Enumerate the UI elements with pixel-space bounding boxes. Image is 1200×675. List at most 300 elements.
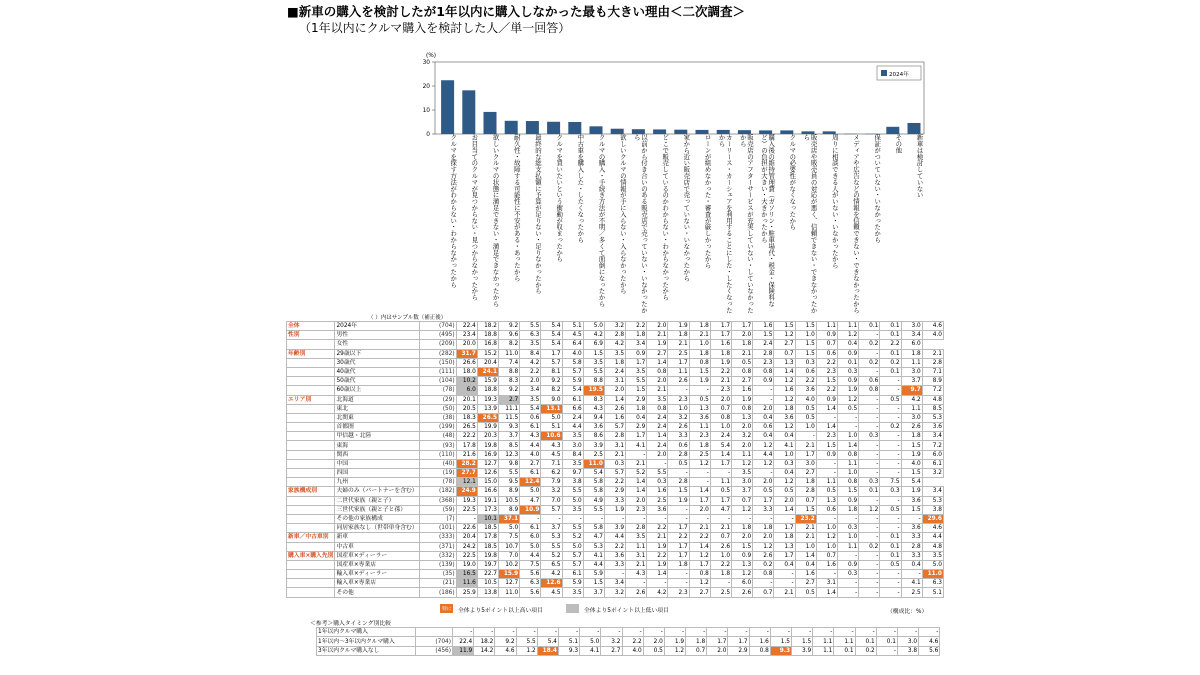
value-cell: 0.7 — [753, 588, 774, 597]
sample-size: (209) — [419, 340, 456, 349]
value-cell: 0.5 — [710, 487, 731, 496]
value-cell: 5.0 — [520, 487, 541, 496]
category-label: ローンが組めなかった・審査が厳しかったから — [703, 134, 712, 269]
value-cell: - — [689, 514, 710, 523]
value-cell: 1.8 — [774, 533, 795, 542]
row-group-label — [287, 579, 335, 588]
value-cell: 2.7 — [647, 349, 668, 358]
category-label: 保証がついていない・いなかったから — [873, 134, 882, 243]
value-cell: 2.5 — [689, 450, 710, 459]
sample-size: (333) — [419, 533, 456, 542]
value-cell: 2.1 — [689, 331, 710, 340]
value-cell: 3.6 — [774, 413, 795, 422]
value-cell: 2.7 — [520, 459, 541, 468]
value-cell: 6.0 — [732, 579, 753, 588]
value-cell: 1.1 — [834, 637, 855, 646]
value-cell: 0.2 — [880, 358, 901, 367]
value-cell: 1.2 — [664, 646, 685, 655]
sample-size: (78) — [419, 386, 456, 395]
value-cell: 6.1 — [562, 570, 583, 579]
row-label: 1年以内〜3年以内クルマ購入 — [317, 637, 416, 646]
category-label: 中古車を購入した・したくなったから — [576, 134, 585, 243]
value-cell: 0.1 — [837, 358, 858, 367]
sample-size: (7) — [419, 514, 456, 523]
value-cell: 5.0 — [580, 637, 601, 646]
value-cell: 2.0 — [774, 496, 795, 505]
value-cell: 7.5 — [880, 478, 901, 487]
value-cell: 6.1 — [520, 469, 541, 478]
value-cell: - — [859, 560, 880, 569]
value-cell: 3.5 — [583, 358, 604, 367]
value-cell: 6.1 — [520, 423, 541, 432]
value-cell: 4.0 — [901, 459, 922, 468]
value-cell: 2.1 — [668, 340, 689, 349]
value-cell: 5.0 — [922, 560, 943, 569]
sample-size: (19) — [419, 469, 456, 478]
value-cell: 0.8 — [837, 450, 858, 459]
value-cell: 2.1 — [922, 349, 943, 358]
value-cell: 0.8 — [732, 404, 753, 413]
value-cell: - — [901, 570, 922, 579]
table-row — [287, 331, 944, 340]
value-cell: 2.3 — [816, 367, 837, 376]
value-cell: 3.5 — [626, 367, 647, 376]
value-cell: - — [622, 628, 643, 637]
value-cell: 20.1 — [456, 395, 477, 404]
value-cell: - — [859, 570, 880, 579]
value-cell: 3.6 — [647, 505, 668, 514]
value-cell: 19.3 — [477, 395, 498, 404]
value-cell: - — [583, 514, 604, 523]
category-label: 購入後の維持管理費（ガソリン・駐車場代・税金・保険料など）の負担が大きい・大きかったから — [759, 134, 776, 307]
value-cell: 4.4 — [520, 551, 541, 560]
table-row — [287, 340, 944, 349]
sample-size: (495) — [419, 331, 456, 340]
value-cell: 25.9 — [456, 588, 477, 597]
value-cell: 0.1 — [859, 322, 880, 331]
value-cell: 14.2 — [474, 646, 495, 655]
value-cell: 2.4 — [753, 340, 774, 349]
sample-size-note: （ ）内はサンプル数（補正後） — [368, 315, 447, 321]
value-cell: 0.5 — [816, 487, 837, 496]
unit-note: （構成比：%） — [887, 609, 928, 615]
value-cell: 17.8 — [477, 533, 498, 542]
value-cell: 1.9 — [837, 386, 858, 395]
value-cell: - — [859, 331, 880, 340]
value-cell: 18.2 — [474, 637, 495, 646]
value-cell: - — [880, 570, 901, 579]
value-cell: 1.8 — [753, 524, 774, 533]
value-cell: - — [728, 628, 749, 637]
value-cell: 7.5 — [498, 533, 519, 542]
value-cell: 10.2 — [456, 377, 477, 386]
value-cell: 5.1 — [922, 588, 943, 597]
value-cell: 1.1 — [901, 358, 922, 367]
value-cell: 6.1 — [922, 459, 943, 468]
y-tick-label: 0 — [426, 132, 430, 138]
value-cell: - — [859, 441, 880, 450]
value-cell: 2.1 — [647, 331, 668, 340]
value-cell: - — [710, 514, 731, 523]
value-cell: 1.5 — [816, 441, 837, 450]
value-cell: 0.9 — [732, 551, 753, 560]
value-cell: - — [774, 514, 795, 523]
value-cell: 0.5 — [837, 404, 858, 413]
legend-low-text: 全体より5ポイント以上低い項目 — [584, 608, 669, 614]
value-cell: 2.8 — [604, 432, 625, 441]
value-cell: 0.8 — [859, 386, 880, 395]
value-cell: 16.6 — [477, 487, 498, 496]
value-cell: - — [837, 423, 858, 432]
table-row — [287, 413, 944, 422]
value-cell: 0.3 — [774, 459, 795, 468]
value-cell: 3.8 — [897, 646, 918, 655]
value-cell: 1.1 — [813, 646, 834, 655]
value-cell: 7.2 — [922, 441, 943, 450]
value-cell: 0.5 — [795, 588, 816, 597]
value-cell: 0.5 — [880, 505, 901, 514]
value-cell: 2.6 — [732, 588, 753, 597]
value-cell: 4.1 — [583, 551, 604, 560]
value-cell: - — [880, 441, 901, 450]
value-cell: - — [795, 432, 816, 441]
value-cell: 2.5 — [668, 349, 689, 358]
value-cell: 5.7 — [541, 505, 562, 514]
value-cell: 5.4 — [541, 340, 562, 349]
value-cell: 2.4 — [562, 413, 583, 422]
value-cell: - — [859, 395, 880, 404]
category-label: クルマを探す方法がわからない・わからなかったから — [449, 134, 458, 288]
value-cell: 22.5 — [456, 551, 477, 560]
value-cell: - — [816, 459, 837, 468]
value-cell: 1.2 — [774, 331, 795, 340]
value-cell: 5.7 — [562, 560, 583, 569]
category-label: カーリース・カーシェアを利用することにした・したくなったから — [717, 134, 733, 314]
row-group-label — [287, 441, 335, 450]
value-cell: 11.0 — [498, 588, 519, 597]
value-cell: 29.6 — [922, 514, 943, 523]
value-cell: 2.2 — [647, 524, 668, 533]
value-cell: 17.3 — [477, 505, 498, 514]
value-cell: 4.0 — [795, 395, 816, 404]
value-cell: 1.1 — [689, 423, 710, 432]
value-cell: - — [456, 514, 477, 523]
value-cell: 1.6 — [774, 386, 795, 395]
value-cell: 2.5 — [583, 450, 604, 459]
value-cell: 3.9 — [604, 524, 625, 533]
value-cell: 26.5 — [477, 413, 498, 422]
value-cell: 22.4 — [456, 322, 477, 331]
value-cell: 2.8 — [626, 524, 647, 533]
row-label: 東海 — [335, 441, 419, 450]
value-cell: 0.1 — [880, 322, 901, 331]
table-row — [287, 386, 944, 395]
value-cell: 1.2 — [689, 551, 710, 560]
value-cell: 3.2 — [922, 469, 943, 478]
value-cell: - — [647, 459, 668, 468]
value-cell: 20.3 — [477, 432, 498, 441]
value-cell: 1.1 — [813, 637, 834, 646]
value-cell: 4.6 — [919, 637, 940, 646]
value-cell: - — [901, 514, 922, 523]
value-cell: 4.5 — [541, 450, 562, 459]
value-cell: 3.8 — [562, 478, 583, 487]
value-cell: - — [859, 349, 880, 358]
value-cell: 9.3 — [498, 423, 519, 432]
value-cell: 10.5 — [477, 579, 498, 588]
row-group-label — [287, 413, 335, 422]
value-cell: 0.5 — [774, 487, 795, 496]
value-cell: 7.1 — [541, 459, 562, 468]
value-cell: 1.7 — [710, 459, 731, 468]
value-cell: 0.8 — [732, 367, 753, 376]
value-cell: 3.5 — [604, 349, 625, 358]
value-cell: 4.4 — [922, 533, 943, 542]
category-label: 最終的な総支払額に予算が足りない・足りなかったから — [533, 134, 542, 294]
row-label: その他 — [335, 588, 419, 597]
value-cell: 11.6 — [456, 579, 477, 588]
value-cell: 0.3 — [795, 358, 816, 367]
value-cell: 1.0 — [795, 542, 816, 551]
value-cell: 2.6 — [753, 551, 774, 560]
value-cell: 13.1 — [541, 404, 562, 413]
value-cell: 3.7 — [732, 487, 753, 496]
value-cell: 2.7 — [732, 377, 753, 386]
value-cell: 1.5 — [774, 322, 795, 331]
value-cell: 4.3 — [583, 404, 604, 413]
value-cell: - — [859, 514, 880, 523]
value-cell: 4.2 — [647, 588, 668, 597]
value-cell: 2.7 — [689, 588, 710, 597]
value-cell: 0.6 — [753, 423, 774, 432]
value-cell: 23.4 — [456, 331, 477, 340]
value-cell: 5.9 — [562, 579, 583, 588]
value-cell: 1.4 — [710, 450, 731, 459]
value-cell: 10.7 — [498, 542, 519, 551]
value-cell: 8.9 — [498, 505, 519, 514]
value-cell: 5.6 — [520, 570, 541, 579]
value-cell: - — [749, 628, 770, 637]
value-cell: 0.1 — [855, 637, 876, 646]
value-cell: 3.0 — [901, 367, 922, 376]
value-cell: 1.8 — [795, 478, 816, 487]
value-cell: 5.4 — [901, 478, 922, 487]
value-cell: 1.0 — [795, 423, 816, 432]
value-cell: 0.5 — [668, 459, 689, 468]
row-group-label — [287, 432, 335, 441]
value-cell: 4.1 — [901, 579, 922, 588]
row-group-label: 購入車×購入先別 — [288, 552, 334, 559]
value-cell: - — [859, 367, 880, 376]
value-cell: 2.8 — [753, 349, 774, 358]
value-cell: 0.3 — [859, 478, 880, 487]
legend-low-swatch — [566, 604, 579, 613]
value-cell: 1.0 — [710, 423, 731, 432]
value-cell: - — [859, 423, 880, 432]
row-label: 女性 — [335, 340, 419, 349]
sample-size: (371) — [419, 542, 456, 551]
value-cell: - — [880, 386, 901, 395]
row-group-label — [287, 358, 335, 367]
sample-size: (368) — [419, 496, 456, 505]
value-cell: - — [753, 386, 774, 395]
value-cell: 1.2 — [732, 570, 753, 579]
value-cell: 0.2 — [880, 423, 901, 432]
value-cell: 12.6 — [477, 469, 498, 478]
value-cell: 4.4 — [520, 441, 541, 450]
value-cell: 8.3 — [498, 377, 519, 386]
value-cell: 1.8 — [901, 432, 922, 441]
category-label: クルマを買いたいという衝動が収まったから — [555, 134, 564, 262]
value-cell: - — [562, 514, 583, 523]
value-cell: 2.3 — [753, 358, 774, 367]
table-row — [287, 551, 944, 560]
value-cell: - — [880, 496, 901, 505]
value-cell: - — [647, 579, 668, 588]
y-axis-unit: (%) — [426, 53, 437, 59]
value-cell: 2.2 — [710, 367, 731, 376]
value-cell: 3.2 — [541, 487, 562, 496]
value-cell: 1.4 — [689, 487, 710, 496]
value-cell: 1.1 — [732, 450, 753, 459]
row-label: 60歳以上 — [335, 386, 419, 395]
value-cell: 1.7 — [710, 496, 731, 505]
value-cell: 1.2 — [774, 423, 795, 432]
chart-title: ■新車の購入を検討したが1年以内に購入しなかった最も大きい理由＜二次調査＞ — [287, 4, 746, 19]
value-cell: 2.7 — [795, 579, 816, 588]
row-label: 29歳以下 — [335, 349, 419, 358]
value-cell: 8.8 — [583, 377, 604, 386]
value-cell: - — [626, 579, 647, 588]
row-group-label — [287, 570, 335, 579]
value-cell: 3.5 — [562, 505, 583, 514]
value-cell: - — [837, 588, 858, 597]
value-cell: 3.6 — [901, 496, 922, 505]
value-cell: 0.9 — [837, 560, 858, 569]
value-cell: 10.2 — [498, 560, 519, 569]
value-cell: 19.3 — [456, 496, 477, 505]
value-cell: 22.2 — [456, 432, 477, 441]
table-row — [287, 514, 944, 523]
value-cell: 22.6 — [456, 524, 477, 533]
value-cell: 3.3 — [668, 432, 689, 441]
value-cell: 16.5 — [456, 570, 477, 579]
value-cell: 1.5 — [795, 322, 816, 331]
value-cell: 0.2 — [855, 646, 876, 655]
value-cell: 5.5 — [583, 505, 604, 514]
value-cell: - — [604, 570, 625, 579]
value-cell: 5.5 — [520, 322, 541, 331]
row-label: 中国 — [335, 459, 419, 468]
value-cell: 5.5 — [647, 469, 668, 478]
row-label: 2024年 — [335, 322, 419, 331]
value-cell: 0.4 — [774, 432, 795, 441]
value-cell: 3.6 — [689, 413, 710, 422]
value-cell: 2.7 — [795, 469, 816, 478]
value-cell: 5.2 — [541, 551, 562, 560]
value-cell: - — [880, 514, 901, 523]
value-cell: - — [880, 432, 901, 441]
value-cell: 18.2 — [477, 322, 498, 331]
value-cell: 4.4 — [604, 533, 625, 542]
value-cell: 1.8 — [710, 349, 731, 358]
value-cell: 2.2 — [520, 367, 541, 376]
value-cell: - — [792, 628, 813, 637]
value-cell: 1.5 — [792, 637, 813, 646]
value-cell: 1.7 — [668, 542, 689, 551]
value-cell: 1.3 — [774, 542, 795, 551]
value-cell: - — [753, 579, 774, 588]
row-label: 1年以内クルマ購入 — [317, 628, 416, 637]
value-cell: 9.4 — [583, 413, 604, 422]
value-cell: 5.8 — [583, 487, 604, 496]
value-cell: 2.8 — [901, 542, 922, 551]
value-cell: 1.2 — [732, 505, 753, 514]
value-cell: 0.9 — [837, 377, 858, 386]
value-cell: 2.7 — [601, 646, 622, 655]
value-cell: 5.8 — [583, 478, 604, 487]
value-cell: 20.4 — [456, 533, 477, 542]
value-cell: 17.8 — [456, 441, 477, 450]
value-cell: 1.5 — [583, 349, 604, 358]
value-cell: 1.2 — [753, 441, 774, 450]
value-cell: 2.1 — [626, 459, 647, 468]
value-cell: - — [707, 628, 728, 637]
value-cell: 4.8 — [922, 542, 943, 551]
value-cell: 1.8 — [689, 349, 710, 358]
row-group-label — [287, 542, 335, 551]
value-cell: 1.2 — [859, 505, 880, 514]
value-cell: 2.5 — [710, 588, 731, 597]
bar — [590, 126, 603, 134]
value-cell: 4.9 — [583, 496, 604, 505]
value-cell: 0.2 — [859, 358, 880, 367]
value-cell: 6.3 — [520, 579, 541, 588]
value-cell: 1.3 — [774, 358, 795, 367]
value-cell: 3.5 — [922, 551, 943, 560]
value-cell: 2.8 — [795, 487, 816, 496]
legend-label: 2024年 — [889, 72, 909, 78]
value-cell: 0.2 — [753, 560, 774, 569]
value-cell: 1.4 — [647, 358, 668, 367]
value-cell: 1.4 — [816, 588, 837, 597]
value-cell: 5.3 — [583, 542, 604, 551]
value-cell: 0.7 — [732, 496, 753, 505]
value-cell: - — [753, 469, 774, 478]
value-cell: 6.1 — [520, 524, 541, 533]
value-cell: - — [859, 579, 880, 588]
value-cell: 23.2 — [795, 514, 816, 523]
category-label: 周りに相談できる人がいない・いなかったから — [830, 134, 839, 269]
value-cell: 3.6 — [922, 423, 943, 432]
value-cell: 3.5 — [647, 395, 668, 404]
value-cell: 0.9 — [626, 349, 647, 358]
value-cell: 0.1 — [834, 646, 855, 655]
value-cell: - — [689, 469, 710, 478]
value-cell: - — [837, 579, 858, 588]
value-cell: 3.5 — [732, 469, 753, 478]
value-cell: 21.6 — [456, 450, 477, 459]
row-group-label — [287, 450, 335, 459]
value-cell: - — [837, 551, 858, 560]
value-cell: 3.3 — [604, 496, 625, 505]
value-cell: 1.5 — [732, 542, 753, 551]
reference-title: ＜参考＞購入タイミング別比較 — [310, 621, 391, 627]
value-cell: 5.5 — [516, 637, 537, 646]
value-cell: 20.5 — [456, 404, 477, 413]
sample-size: (40) — [419, 459, 456, 468]
value-cell: - — [859, 404, 880, 413]
